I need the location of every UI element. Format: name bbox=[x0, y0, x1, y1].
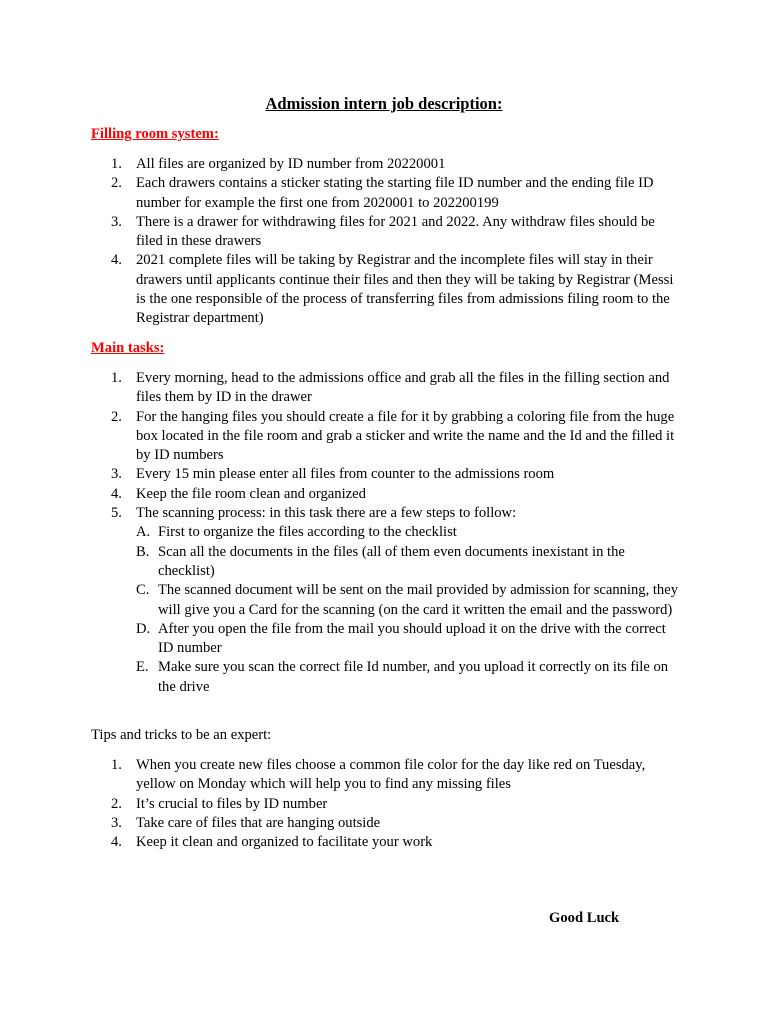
list-item-text: Keep it clean and organized to facilitate your work bbox=[136, 834, 433, 851]
list-item-number: 2. bbox=[111, 175, 122, 192]
list-item-number: 2. bbox=[111, 795, 122, 812]
sub-list-item-letter: B. bbox=[136, 543, 150, 560]
list-item bbox=[0, 174, 684, 213]
list-item-number: 3. bbox=[111, 466, 122, 483]
list-item-number: 1. bbox=[111, 156, 122, 172]
list-item-text: Take care of files that are hanging outside bbox=[136, 814, 381, 831]
sub-list-item bbox=[136, 581, 678, 620]
sub-list-item bbox=[136, 523, 678, 542]
list-item bbox=[0, 465, 684, 484]
sub-list-item-letter: D. bbox=[136, 620, 151, 637]
list-item bbox=[0, 155, 684, 174]
sub-list-item-letter: E. bbox=[136, 659, 149, 676]
sub-list-item bbox=[136, 658, 678, 697]
list-item bbox=[0, 756, 684, 795]
list-item-text: All files are organized by ID number from 20220001 bbox=[136, 156, 446, 172]
list-item-text: Every 15 min please enter all files from counter to the admissions room bbox=[136, 466, 555, 483]
list-item-text: There is a drawer for withdrawing files for 2021 and 2022. Any withdraw files should be filed in these drawers bbox=[136, 213, 655, 250]
list-item-text: For the hanging files you should create a file for it by grabbing a coloring file from the huge box located in the file room and grab a sticker and write the name and the Id and the filled it by ID numbers bbox=[136, 408, 675, 464]
list-item bbox=[0, 795, 684, 814]
tips-heading: Tips and tricks to be an expert: bbox=[91, 727, 272, 743]
list-item bbox=[0, 369, 684, 408]
tasks-section-heading: Main tasks: bbox=[91, 340, 165, 356]
list-item-text: 2021 complete files will be taking by Registrar and the incomplete files will stay in their drawers until applicants continue their files and then they will be taking by Registrar (Messi is the one responsible of the process of transferring files from admissions filing room to the Registrar department) bbox=[136, 252, 674, 327]
signoff-text: Good Luck bbox=[549, 910, 620, 926]
list-item-number: 3. bbox=[111, 814, 122, 831]
list-item bbox=[0, 213, 684, 252]
scanning-steps-list bbox=[136, 523, 684, 697]
list-item-number: 5. bbox=[111, 505, 122, 522]
list-item-text: It’s crucial to files by ID number bbox=[136, 795, 328, 812]
sub-list-item-text: The scanned document will be sent on the mail provided by admission for scanning, they will give you a Card for the scanning (on the card it written the email and the password) bbox=[158, 582, 678, 618]
list-item-number: 1. bbox=[111, 370, 122, 386]
sub-list-item-letter: A. bbox=[136, 524, 151, 541]
tasks-list bbox=[0, 369, 768, 697]
list-item bbox=[0, 485, 684, 504]
sub-list-item-text: First to organize the files according to the checklist bbox=[158, 524, 457, 541]
sub-list-item-text: Scan all the documents in the files (all of them even documents inexistant in the checklist) bbox=[158, 543, 625, 579]
filing-section-heading: Filling room system: bbox=[91, 126, 219, 142]
list-item bbox=[0, 251, 684, 328]
list-item-text: Keep the file room clean and organized bbox=[136, 485, 366, 502]
list-item-number: 4. bbox=[111, 485, 122, 502]
list-item bbox=[0, 408, 684, 466]
sub-list-item-text: After you open the file from the mail you should upload it on the drive with the correct ID number bbox=[158, 620, 666, 657]
sub-list-item bbox=[136, 620, 678, 659]
list-item bbox=[0, 504, 684, 697]
tips-list bbox=[0, 756, 768, 852]
sub-list-item-text: Make sure you scan the correct file Id number, and you upload it correctly on its file on the drive bbox=[158, 659, 669, 695]
list-item-number: 1. bbox=[111, 757, 122, 773]
list-item-number: 4. bbox=[111, 252, 122, 269]
list-item-text: Each drawers contains a sticker stating the starting file ID number and the ending file ID number for example the first one from 2020001 to 202200199 bbox=[136, 175, 654, 211]
list-item-number: 4. bbox=[111, 834, 122, 851]
list-item bbox=[0, 814, 684, 833]
list-item-number: 2. bbox=[111, 408, 122, 425]
list-item-number: 3. bbox=[111, 213, 122, 230]
sub-list-item bbox=[136, 543, 678, 582]
list-item bbox=[0, 833, 684, 852]
filing-list bbox=[0, 155, 768, 329]
list-item-text: The scanning process: in this task there are a few steps to follow: bbox=[136, 505, 517, 522]
list-item-text: When you create new files choose a common file color for the day like red on Tuesday, yellow on Monday which will help you to find any missing files bbox=[136, 757, 646, 793]
document-title: Admission intern job description: bbox=[265, 94, 503, 113]
list-item-text: Every morning, head to the admissions office and grab all the files in the filling section and files them by ID in the drawer bbox=[136, 370, 670, 406]
sub-list-item-letter: C. bbox=[136, 582, 150, 599]
